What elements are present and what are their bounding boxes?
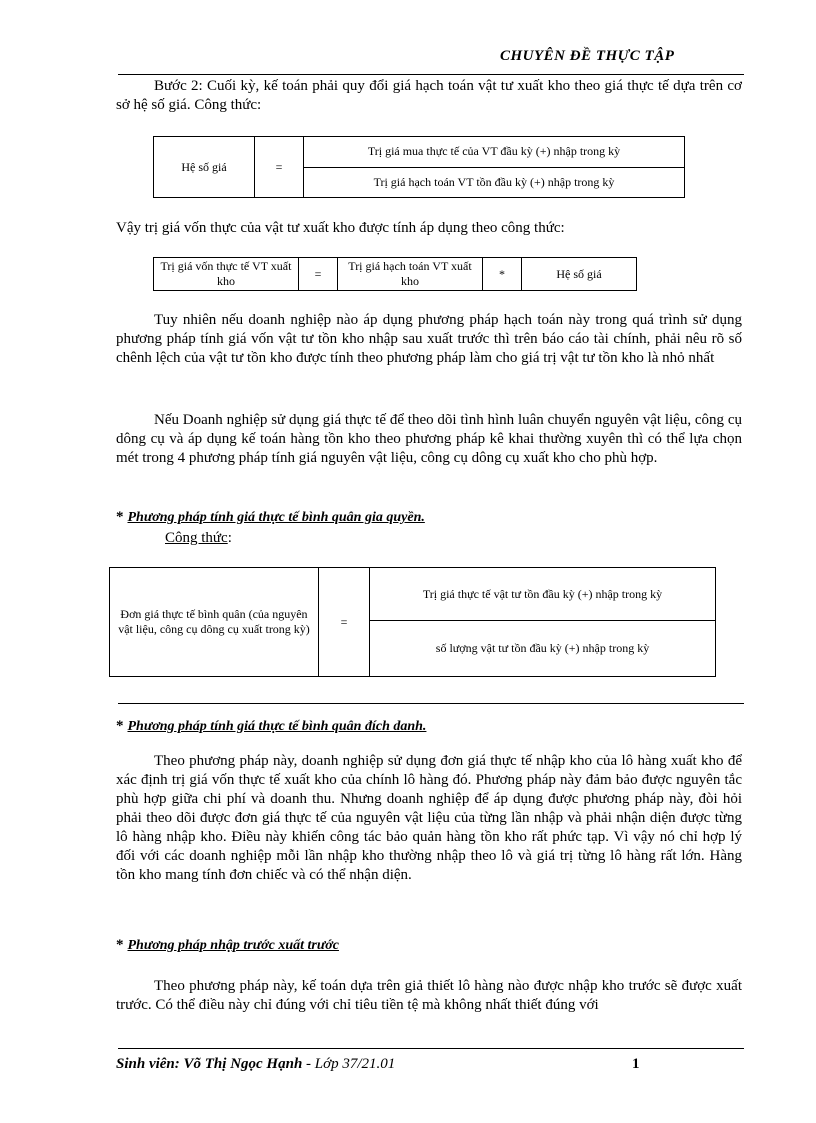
section-specific-identification-title: Phương pháp tính giá thực tế bình quân đích danh. — [127, 719, 427, 734]
footer-class: Lớp 37/21.01 — [314, 1056, 396, 1072]
formula-label — [165, 530, 232, 547]
formula-unit-price-denominator: số lượng vật tư tồn đầu kỳ (+) nhập trong kỳ — [370, 621, 716, 677]
section-bullet: * — [116, 718, 124, 734]
formula-unit-price-numerator: Trị giá thực tế vật tư tồn đầu kỳ (+) nhập trong kỳ — [370, 568, 716, 621]
header-rule — [118, 74, 744, 75]
section-bullet: * — [116, 509, 124, 525]
formula-unit-price-equals: = — [319, 568, 370, 677]
paragraph-specific-identification: Theo phương pháp này, doanh nghiệp sử dụng đơn giá thực tế nhập kho của lô hàng xuất kho để xác định trị giá vốn thực tế xuất kho của chính lô hàng đó. Phương pháp này đảm bảo được nguyên tắc phù hợp giữa chi phí và doanh thu. Nhưng doanh nghiệp để áp dụng được phương pháp này, đòi hỏi phải theo dõi được đơn giá thực tế của nguyên vật liệu của từng lần nhập và phải nhận diện được từng lô hàng nhập kho. Điều này khiến công tác bảo quản hàng tồn kho rất phức tạp. Vì vậy nó chỉ hợp lý đối với các doanh nghiệp mỗi lần nhập kho thường nhập theo lô và giá trị từng lô hàng rất lớn. Hàng tồn kho mang tính đơn chiếc và có thể nhận diện. — [116, 753, 742, 883]
header-title: CHUYÊN ĐỀ THỰC TẬP — [500, 48, 675, 64]
formula-cost-accounting: Trị giá hạch toán VT xuất kho — [338, 258, 483, 291]
footer-rule — [118, 1048, 744, 1049]
page-number: 1 — [632, 1056, 640, 1072]
formula-label-text: Công thức — [165, 530, 228, 546]
formula-equals: = — [255, 137, 304, 198]
section-bullet: * — [116, 937, 124, 953]
footer-student — [116, 1056, 395, 1073]
paragraph-methods-intro: Nếu Doanh nghiệp sử dụng giá thực tế để theo dõi tình hình luân chuyển nguyên vật liệu, công cụ dông cụ và áp dụng kế toán hàng tồn kho theo phương pháp kê khai thường xuyên thì có thể lựa chọn mét trong 4 phương pháp tính giá nguyên vật liệu, công cụ dông cụ xuất kho cho phù hợp. — [116, 412, 742, 466]
formula-coefficient-table — [153, 136, 685, 198]
footer-separator: - — [302, 1056, 315, 1072]
footer-student-label: Sinh viên: — [116, 1056, 180, 1072]
section-fifo-title: Phương pháp nhập trước xuất trước — [127, 938, 339, 953]
section-rule — [118, 703, 744, 704]
formula-unit-price-table — [109, 567, 716, 677]
paragraph-lifo-note: Tuy nhiên nếu doanh nghiệp nào áp dụng phương pháp hạch toán này trong quá trình sử dụng phương pháp tính giá vốn vật tư tồn kho nhập sau xuất trước thì trên báo cáo tài chính, phải nêu rõ số chênh lệch của vật tư tồn kho được tính theo phương pháp làm cho giá trị vật tư tồn kho là nhỏ nhất — [116, 312, 742, 366]
formula-cost-actual: Trị giá vốn thực tế VT xuất kho — [154, 258, 299, 291]
formula-cost-equals: = — [299, 258, 338, 291]
section-specific-identification-heading — [116, 718, 426, 735]
section-fifo-heading — [116, 937, 339, 954]
formula-cost-table — [153, 257, 637, 291]
formula-numerator: Trị giá mua thực tế của VT đầu kỳ (+) nhập trong kỳ — [304, 137, 685, 168]
formula-label-colon: : — [227, 530, 232, 546]
paragraph-fifo: Theo phương pháp này, kế toán dựa trên giả thiết lô hàng nào được nhập kho trước sẽ được xuất trước. Có thể điều này chỉ đúng với chỉ tiêu tiền tệ mà không nhất thiết đúng với — [116, 978, 742, 1013]
section-weighted-average-title: Phương pháp tính giá thực tế bình quân gia quyền. — [127, 510, 425, 525]
formula-cost-coefficient: Hệ số giá — [522, 258, 637, 291]
section-weighted-average-heading — [116, 509, 425, 526]
footer-student-name: Võ Thị Ngọc Hạnh — [183, 1056, 303, 1072]
formula-coefficient-label: Hệ số giá — [154, 137, 255, 198]
paragraph-step2: Bước 2: Cuối kỳ, kế toán phải quy đổi giá hạch toán vật tư xuất kho theo giá thực tế dựa trên cơ sở hệ số giá. Công thức: — [116, 78, 742, 113]
formula-denominator: Trị giá hạch toán VT tồn đầu kỳ (+) nhập trong kỳ — [304, 167, 685, 198]
paragraph-cost-formula-intro: Vậy trị giá vốn thực của vật tư xuất kho được tính áp dụng theo công thức: — [116, 220, 565, 236]
formula-unit-price-label: Đơn giá thực tế bình quân (của nguyên vật liệu, công cụ dông cụ xuất trong kỳ) — [110, 568, 319, 677]
formula-cost-multiply: * — [483, 258, 522, 291]
